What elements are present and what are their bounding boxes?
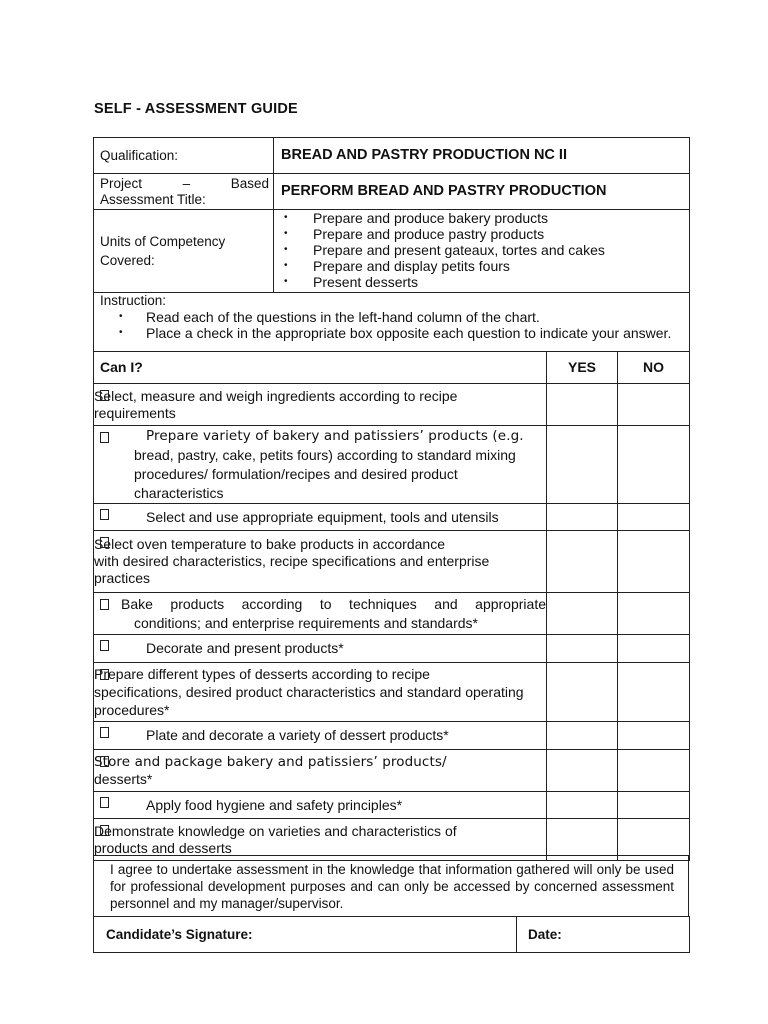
question-cell: [94, 635, 547, 663]
yes-answer-cell[interactable]: [547, 593, 618, 635]
qualification-label: Qualification:: [94, 138, 274, 174]
question-cell: [94, 426, 547, 504]
question-text-line1: Select and use appropriate equipment, tools and utensils: [146, 508, 499, 525]
question-text-line1: Demonstrate knowledge on varieties and characteristics of: [94, 822, 457, 839]
unit-item: • Prepare and produce pastry products: [274, 226, 689, 242]
instruction-item: • Read each of the questions in the left-hand column of the chart.: [100, 309, 689, 325]
question-text-rest: products and desserts: [94, 839, 232, 856]
question-text-rest: requirements: [94, 404, 176, 421]
checklist-row: [94, 792, 690, 819]
units-list: [274, 210, 689, 290]
yes-answer-cell[interactable]: [547, 750, 618, 792]
qualification-info-table: [93, 137, 690, 352]
column-header-question: Can I?: [94, 352, 547, 384]
question-text-rest: with desired characteristics, recipe specifications and enterprise practices: [94, 553, 490, 586]
yes-answer-cell[interactable]: [547, 531, 618, 593]
checklist-row: [94, 504, 690, 531]
question-cell: [94, 504, 547, 531]
date-field[interactable]: Date:: [517, 917, 690, 953]
question-text-line1: Store and package bakery and patissiers’ products/: [94, 753, 447, 770]
checkbox-icon: [100, 432, 109, 443]
checklist-row: [94, 722, 690, 750]
checkbox-icon: [100, 599, 109, 610]
checklist-row: [94, 635, 690, 663]
no-answer-cell[interactable]: [618, 635, 690, 663]
yes-answer-cell[interactable]: [547, 504, 618, 531]
checklist-row: [94, 593, 690, 635]
column-header-yes: YES: [547, 352, 618, 384]
project-title-label: [94, 174, 274, 210]
checkbox-icon: [100, 727, 109, 738]
question-cell: [94, 750, 547, 792]
question-cell: [94, 792, 547, 819]
question-cell: [94, 722, 547, 750]
unit-item: • Prepare and present gateaux, tortes and cakes: [274, 242, 689, 258]
question-text-line1: Bake products according to techniques and appropriate: [121, 595, 546, 612]
checklist-row: [94, 384, 690, 426]
question-text-line1: Select, measure and weigh ingredients according to recipe: [94, 387, 458, 404]
yes-answer-cell[interactable]: [547, 426, 618, 504]
checklist-row: [94, 426, 690, 504]
question-text-rest: bread, pastry, cake, petits fours) according to standard mixing procedures/ formulation/recipes and desired product characteristics: [134, 446, 516, 501]
question-text-line1: Select oven temperature to bake products in accordance: [94, 536, 445, 552]
checklist-row: [94, 531, 690, 593]
question-cell: [94, 531, 547, 593]
qualification-value: BREAD AND PASTRY PRODUCTION NC II: [274, 138, 690, 174]
page-title: SELF - ASSESSMENT GUIDE: [94, 101, 298, 117]
agreement-text: I agree to undertake assessment in the knowledge that information gathered will only be used for professional development purposes and can only be accessed by concerned assessment personnel and my manager/supervisor.: [94, 856, 689, 917]
yes-answer-cell[interactable]: [547, 663, 618, 722]
signature-table: [93, 916, 690, 953]
question-text-line1: Apply food hygiene and safety principles*: [146, 796, 403, 813]
question-text-line1: Plate and decorate a variety of dessert products*: [146, 727, 449, 743]
checkbox-icon: [100, 509, 109, 520]
no-answer-cell[interactable]: [618, 593, 690, 635]
checkbox-icon: [100, 825, 109, 836]
checkbox-icon: [100, 640, 109, 651]
project-label-line2: Assessment Title:: [100, 191, 206, 207]
question-text-line1: Prepare different types of desserts according to recipe: [94, 666, 430, 682]
project-label-line1: Project – Based: [100, 175, 269, 191]
no-answer-cell[interactable]: [618, 722, 690, 750]
no-answer-cell[interactable]: [618, 426, 690, 504]
question-text-rest: conditions; and enterprise requirements and standards*: [134, 614, 478, 631]
question-cell: [94, 593, 547, 635]
yes-answer-cell[interactable]: [547, 792, 618, 819]
unit-item: • Prepare and display petits fours: [274, 258, 689, 274]
question-cell: [94, 384, 547, 426]
yes-answer-cell[interactable]: [547, 722, 618, 750]
instruction-list: [100, 309, 689, 341]
checklist-row: [94, 750, 690, 792]
no-answer-cell[interactable]: [618, 750, 690, 792]
instruction-label: Instruction:: [100, 293, 167, 308]
checkbox-icon: [100, 669, 109, 680]
question-text-line1: Decorate and present products*: [146, 640, 344, 656]
question-text-rest: specifications, desired product characteristics and standard operating procedures*: [94, 684, 524, 718]
unit-item: • Present desserts: [274, 274, 689, 290]
question-text-line1: Prepare variety of bakery and patissiers’ products (e.g.: [146, 427, 524, 444]
no-answer-cell[interactable]: [618, 663, 690, 722]
units-cell: [274, 210, 690, 293]
instruction-item: • Place a check in the appropriate box opposite each question to indicate your answer.: [100, 325, 689, 341]
question-text-rest: desserts*: [94, 770, 153, 787]
agreement-table: [93, 855, 689, 917]
no-answer-cell[interactable]: [618, 504, 690, 531]
candidate-signature-field[interactable]: Candidate’s Signature:: [94, 917, 517, 953]
checklist-table: [93, 351, 690, 861]
yes-answer-cell[interactable]: [547, 384, 618, 426]
unit-item: • Prepare and produce bakery products: [274, 210, 689, 226]
no-answer-cell[interactable]: [618, 384, 690, 426]
no-answer-cell[interactable]: [618, 792, 690, 819]
yes-answer-cell[interactable]: [547, 635, 618, 663]
checkbox-icon: [100, 390, 109, 401]
units-label: Units of Competency Covered:: [94, 210, 274, 293]
question-cell: [94, 663, 547, 722]
instruction-cell: [94, 293, 690, 352]
project-title-value: PERFORM BREAD AND PASTRY PRODUCTION: [274, 174, 690, 210]
checkbox-icon: [100, 797, 109, 808]
column-header-no: NO: [618, 352, 690, 384]
checkbox-icon: [100, 756, 109, 767]
checkbox-icon: [100, 537, 109, 548]
checklist-row: [94, 663, 690, 722]
no-answer-cell[interactable]: [618, 531, 690, 593]
